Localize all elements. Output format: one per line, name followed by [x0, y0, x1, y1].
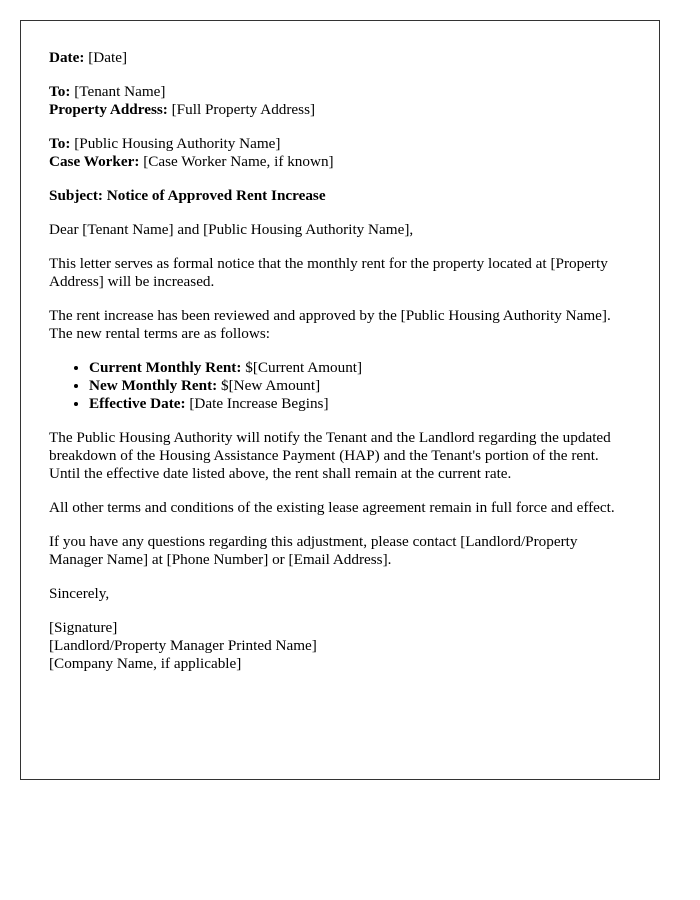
to-tenant-value: [Tenant Name]: [70, 83, 166, 100]
salutation: Dear [Tenant Name] and [Public Housing Authority Name],: [49, 221, 414, 238]
to-pha-line: [49, 135, 631, 153]
to-pha-label: To:: [49, 135, 71, 152]
printed-name-line: [Landlord/Property Manager Printed Name]: [49, 637, 317, 654]
term-value: [Date Increase Begins]: [185, 395, 329, 412]
term-label: Effective Date:: [89, 395, 186, 412]
date-value: [Date]: [84, 49, 128, 66]
property-address-line: [49, 101, 631, 119]
date-label: Date:: [49, 49, 85, 66]
paragraph-hap: The Public Housing Authority will notify the Tenant and the Landlord regarding the updated breakdown of the Housing Assistance Payment (HAP) and the Tenant's portion of the rent. Until the effective date listed above, the rent shall remain at the current rate.: [49, 429, 611, 482]
term-value: $[New Amount]: [217, 377, 321, 394]
property-address-value: [Full Property Address]: [167, 101, 316, 118]
to-tenant-line: [49, 83, 631, 101]
list-item: [89, 359, 631, 377]
case-worker-value: [Case Worker Name, if known]: [139, 153, 334, 170]
paragraph-lease-terms: All other terms and conditions of the existing lease agreement remain in full force and effect.: [49, 499, 615, 516]
term-label: Current Monthly Rent:: [89, 359, 242, 376]
signature-block: [49, 619, 631, 673]
paragraph-approval: The rent increase has been reviewed and approved by the [Public Housing Authority Name]. The new rental terms are as follows:: [49, 307, 611, 342]
case-worker-line: [49, 153, 631, 171]
rental-terms-list: [49, 359, 631, 413]
to-pha-value: [Public Housing Authority Name]: [70, 135, 281, 152]
term-label: New Monthly Rent:: [89, 377, 218, 394]
valediction: Sincerely,: [49, 585, 110, 602]
property-address-label: Property Address:: [49, 101, 168, 118]
paragraph-notice: This letter serves as formal notice that the monthly rent for the property located at [Property Address] will be increased.: [49, 255, 608, 290]
date-line: [49, 49, 631, 67]
company-line: [Company Name, if applicable]: [49, 655, 242, 672]
paragraph-contact: If you have any questions regarding this adjustment, please contact [Landlord/Property Manager Name] at [Phone Number] or [Email Address].: [49, 533, 578, 568]
letter-page: [20, 20, 660, 780]
tenant-address-block: [49, 83, 631, 119]
list-item: [89, 377, 631, 395]
pha-address-block: [49, 135, 631, 171]
subject-line: Subject: Notice of Approved Rent Increase: [49, 187, 326, 204]
to-tenant-label: To:: [49, 83, 71, 100]
case-worker-label: Case Worker:: [49, 153, 140, 170]
term-value: $[Current Amount]: [241, 359, 363, 376]
signature-line: [Signature]: [49, 619, 118, 636]
list-item: [89, 395, 631, 413]
